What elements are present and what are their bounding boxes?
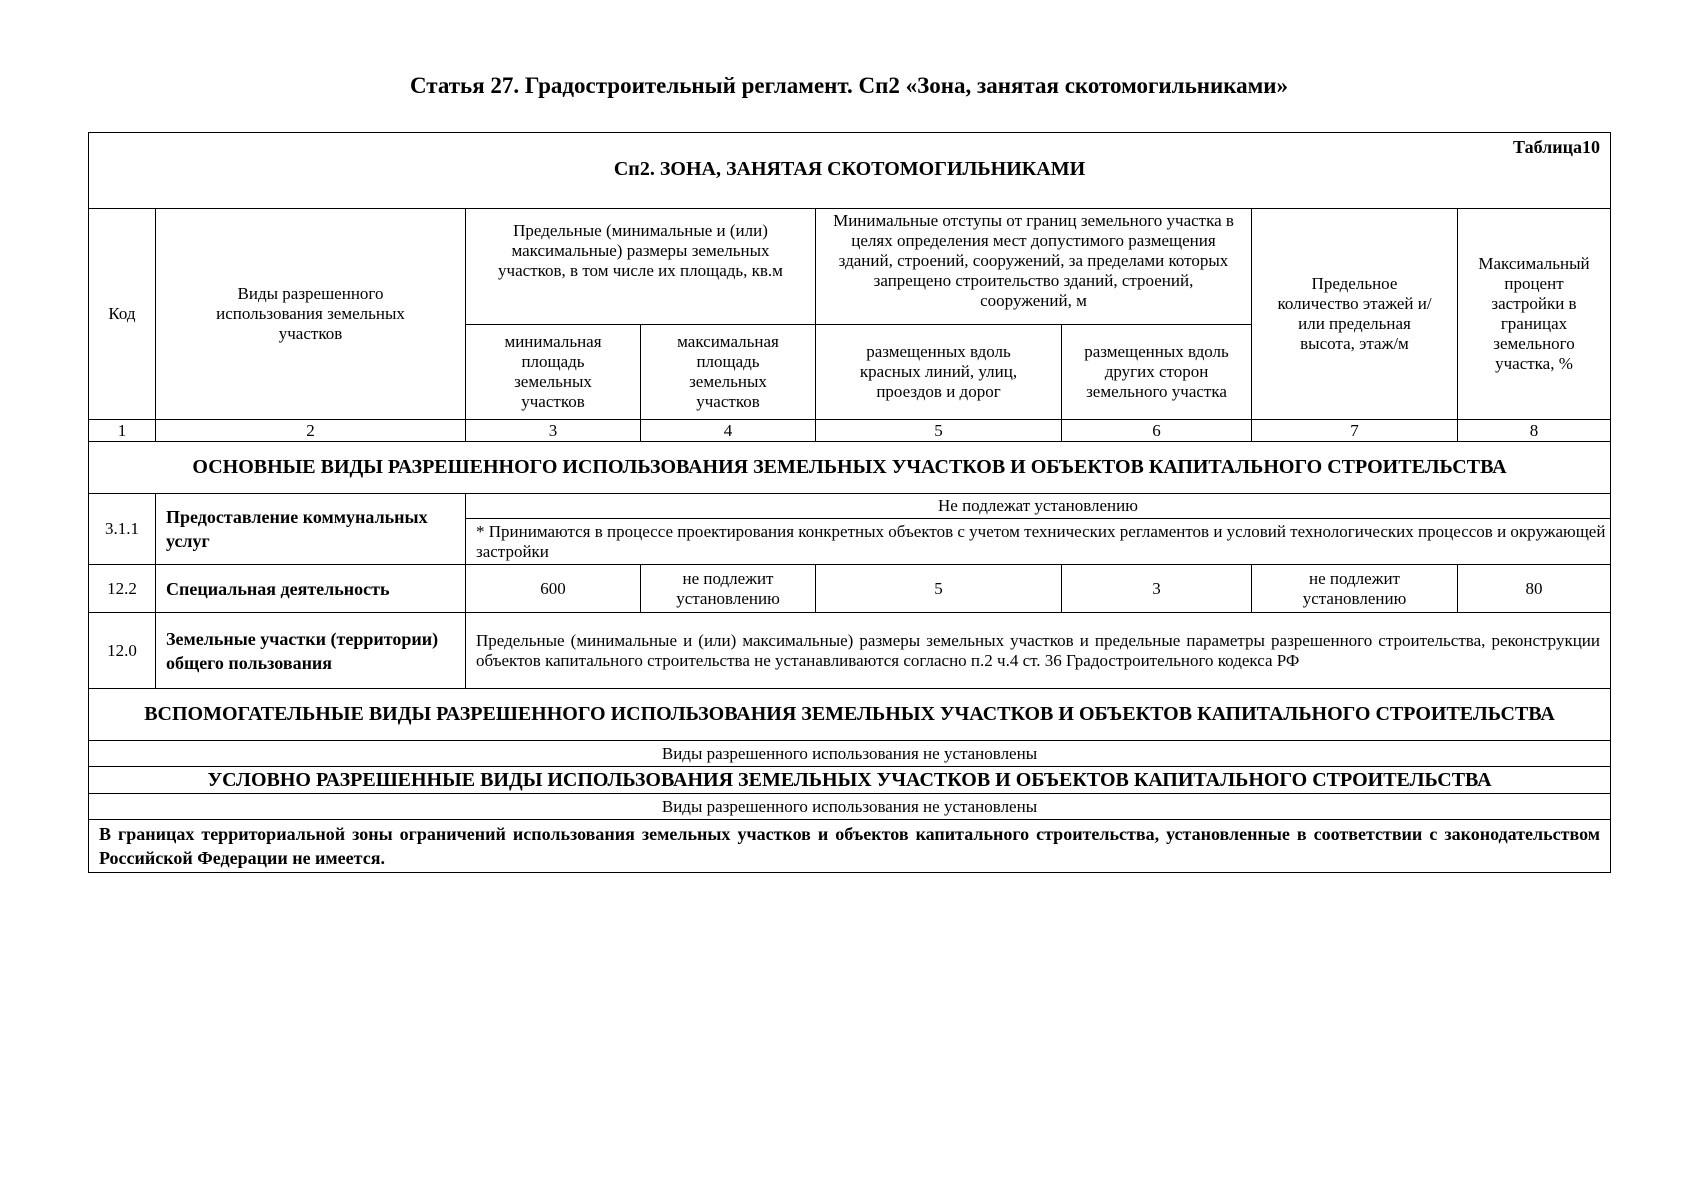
header-max-area: максимальная площадь земельных участков <box>641 325 816 420</box>
conditional-note: Виды разрешенного использования не установлены <box>89 794 1611 820</box>
header-plot-size-group: Предельные (минимальные и (или) максимальные) размеры земельных участков, в том числе их площадь, кв.м <box>466 209 816 325</box>
header-floors: Предельное количество этажей и/или предельная высота, этаж/м <box>1252 209 1458 420</box>
section-row-conditional <box>89 767 1611 794</box>
section-title-auxiliary: ВСПОМОГАТЕЛЬНЫЕ ВИДЫ РАЗРЕШЕННОГО ИСПОЛЬЗОВАНИЯ ЗЕМЕЛЬНЫХ УЧАСТКОВ И ОБЪЕКТОВ КАПИТАЛЬНОГО СТРОИТЕЛЬСТВА <box>89 689 1611 741</box>
section-title-conditional: УСЛОВНО РАЗРЕШЕННЫЕ ВИДЫ ИСПОЛЬЗОВАНИЯ ЗЕМЕЛЬНЫХ УЧАСТКОВ И ОБЪЕКТОВ КАПИТАЛЬНОГО СТРОИТЕЛЬСТВА <box>89 767 1611 794</box>
row-use-name: Специальная деятельность <box>156 565 466 613</box>
section-title-main: ОСНОВНЫЕ ВИДЫ РАЗРЕШЕННОГО ИСПОЛЬЗОВАНИЯ ЗЕМЕЛЬНЫХ УЧАСТКОВ И ОБЪЕКТОВ КАПИТАЛЬНОГО СТРОИТЕЛЬСТВА <box>89 442 1611 494</box>
conditional-note-row <box>89 794 1611 820</box>
header-setback-other: размещенных вдоль других сторон земельного участка <box>1062 325 1252 420</box>
table-row <box>89 565 1611 613</box>
row-note: Предельные (минимальные и (или) максимальные) размеры земельных участков и предельные параметры разрешенного строительства, реконструкции объектов капитального строительства не устанавливаются согласно п.2 ч.4 ст. 36 Градостроительного кодекса РФ <box>466 613 1611 689</box>
row-setback-other: 3 <box>1062 565 1252 613</box>
footer-row <box>89 820 1611 873</box>
row-coverage: 80 <box>1458 565 1611 613</box>
table-row <box>89 494 1611 519</box>
header-setbacks-group: Минимальные отступы от границ земельного участка в целях определения мест допустимого размещения зданий, строений, сооружений, за пределами которых запрещено строительство зданий, строений, сооружений, м <box>816 209 1252 325</box>
row-use-name: Земельные участки (территории) общего пользования <box>156 613 466 689</box>
row-min-area: 600 <box>466 565 641 613</box>
header-coverage: Максимальный процент застройки в границах земельного участка, % <box>1458 209 1611 420</box>
header-use-types: Виды разрешенного использования земельных участков <box>156 209 466 420</box>
column-number: 5 <box>816 420 1062 442</box>
column-number: 4 <box>641 420 816 442</box>
row-max-area: не подлежит установлению <box>641 565 816 613</box>
header-code: Код <box>89 209 156 420</box>
header-setback-red-lines: размещенных вдоль красных линий, улиц, проездов и дорог <box>816 325 1062 420</box>
column-number: 8 <box>1458 420 1611 442</box>
column-number: 3 <box>466 420 641 442</box>
column-number: 6 <box>1062 420 1252 442</box>
column-number-row <box>89 420 1611 442</box>
row-status: Не подлежат установлению <box>466 494 1611 519</box>
table-number: Таблица10 <box>1513 137 1600 157</box>
footer-note: В границах территориальной зоны ограничений использования земельных участков и объектов капитального строительства, установленные в соответствии с законодательством Российской Федерации не имеется. <box>89 820 1611 873</box>
column-number: 7 <box>1252 420 1458 442</box>
header-min-area: минимальная площадь земельных участков <box>466 325 641 420</box>
section-row-auxiliary <box>89 689 1611 741</box>
row-code: 12.2 <box>89 565 156 613</box>
table-row <box>89 613 1611 689</box>
auxiliary-note-row <box>89 741 1611 767</box>
table-caption-cell <box>89 133 1611 209</box>
row-code: 12.0 <box>89 613 156 689</box>
regulation-table <box>88 132 1611 873</box>
row-use-name: Предоставление коммунальных услуг <box>156 494 466 565</box>
row-setback-red-lines: 5 <box>816 565 1062 613</box>
header-row-top <box>89 209 1611 325</box>
row-code: 3.1.1 <box>89 494 156 565</box>
row-floors: не подлежит установлению <box>1252 565 1458 613</box>
section-row-main <box>89 442 1611 494</box>
column-number: 1 <box>89 420 156 442</box>
document-title: Статья 27. Градостроительный регламент. Сп2 «Зона, занятая скотомогильниками» <box>409 73 1289 98</box>
auxiliary-note: Виды разрешенного использования не установлены <box>89 741 1611 767</box>
row-note: * Принимаются в процессе проектирования конкретных объектов с учетом технических регламентов и условий технологических процессов и окружающей застройки <box>466 519 1611 565</box>
table-caption: Сп2. ЗОНА, ЗАНЯТАЯ СКОТОМОГИЛЬНИКАМИ <box>613 158 1086 180</box>
table-caption-row <box>89 133 1611 209</box>
column-number: 2 <box>156 420 466 442</box>
